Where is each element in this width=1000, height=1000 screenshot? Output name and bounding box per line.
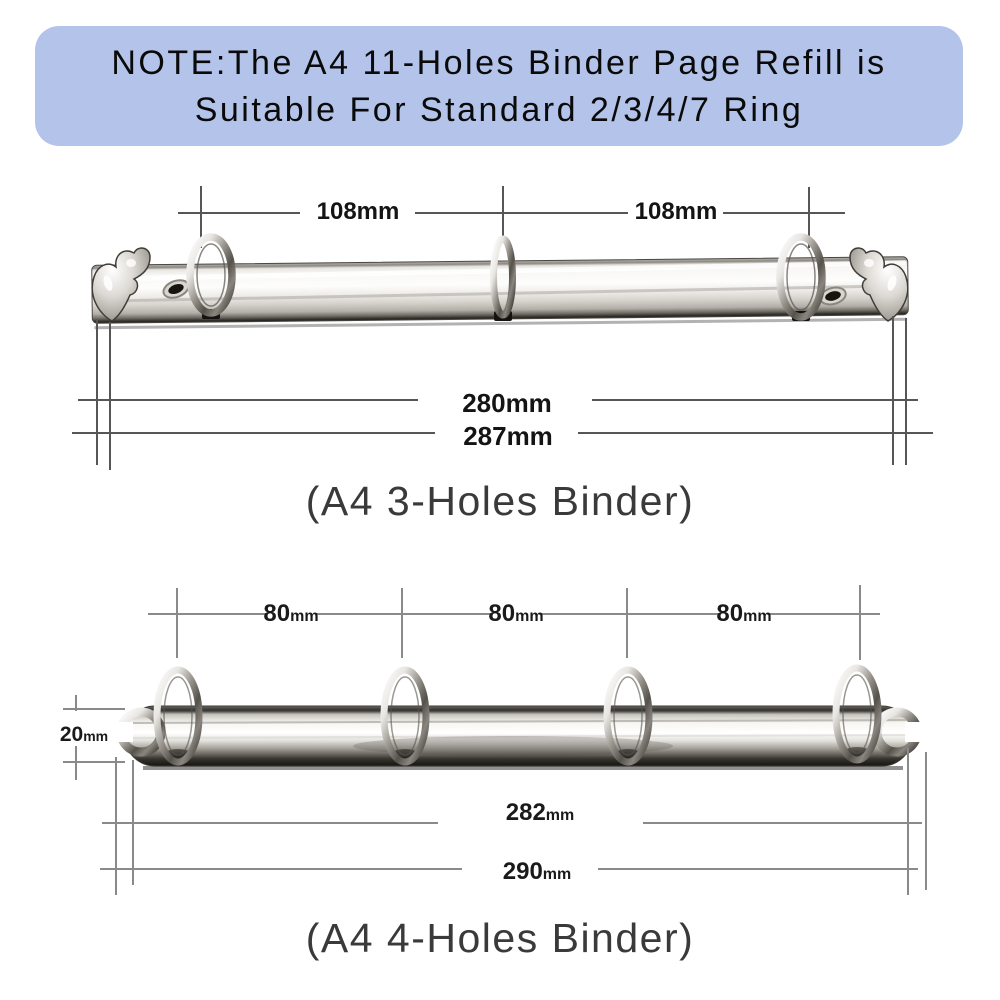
extension-line bbox=[892, 316, 894, 465]
overall-length-label bbox=[487, 858, 587, 886]
dimension-line-108 bbox=[415, 212, 628, 214]
dim-value: 80 bbox=[263, 600, 291, 627]
dim-unit: mm bbox=[542, 866, 572, 883]
ring-spacing-label bbox=[715, 600, 773, 628]
extension-line bbox=[905, 318, 907, 465]
overall-length-label: 287mm bbox=[463, 421, 553, 451]
height-dim-line bbox=[75, 746, 77, 780]
dimension-line-280 bbox=[78, 399, 418, 401]
dim-value: 290 bbox=[502, 858, 543, 885]
ring-spacing-label: 108mm bbox=[634, 198, 718, 225]
extension-line bbox=[96, 320, 98, 465]
dim-unit: mm bbox=[290, 608, 319, 625]
note-line-2: Suitable For Standard 2/3/4/7 Ring bbox=[194, 91, 804, 129]
dim-value: 80 bbox=[716, 600, 744, 627]
dim-unit: mm bbox=[743, 608, 772, 625]
binder-caption: (A4 3-Holes Binder) bbox=[305, 478, 695, 524]
binder-caption: (A4 4-Holes Binder) bbox=[305, 915, 695, 961]
dimension-line-290 bbox=[100, 868, 462, 870]
dim-unit: mm bbox=[83, 728, 109, 744]
dim-value: 20 bbox=[59, 723, 84, 746]
overall-length-label: 280mm bbox=[462, 388, 552, 418]
spine-height-label bbox=[58, 723, 110, 747]
dimension-line-80 bbox=[148, 613, 266, 615]
dim-unit: mm bbox=[545, 807, 575, 824]
dimension-line-80 bbox=[315, 613, 491, 615]
extension-line bbox=[109, 322, 111, 470]
dimension-line-287 bbox=[578, 432, 933, 434]
dimension-line-282 bbox=[643, 822, 922, 824]
overall-length-label bbox=[490, 799, 590, 827]
dim-value: 80 bbox=[488, 600, 516, 627]
dim-unit: mm bbox=[515, 608, 544, 625]
binder-photo-4hole bbox=[113, 648, 925, 780]
note-line-1: NOTE:The A4 11-Holes Binder Page Refill is bbox=[111, 44, 887, 82]
dimension-line-80 bbox=[767, 613, 880, 615]
binder-photo-3hole bbox=[78, 225, 922, 337]
dimension-line-282 bbox=[102, 822, 438, 824]
ring-spacing-label: 108mm bbox=[316, 198, 400, 225]
dimension-line-287 bbox=[72, 432, 435, 434]
extension-line bbox=[115, 757, 117, 895]
dimension-line-108 bbox=[178, 212, 300, 214]
extension-line bbox=[925, 752, 927, 890]
dim-value: 282 bbox=[505, 799, 546, 826]
note-banner bbox=[35, 26, 963, 146]
dimension-line-280 bbox=[592, 399, 918, 401]
dimension-line-108 bbox=[723, 212, 845, 214]
dimension-line-80 bbox=[539, 613, 719, 615]
dimension-line-290 bbox=[598, 868, 918, 870]
ring-spacing-label bbox=[487, 600, 545, 628]
ring-spacing-label bbox=[262, 600, 320, 628]
